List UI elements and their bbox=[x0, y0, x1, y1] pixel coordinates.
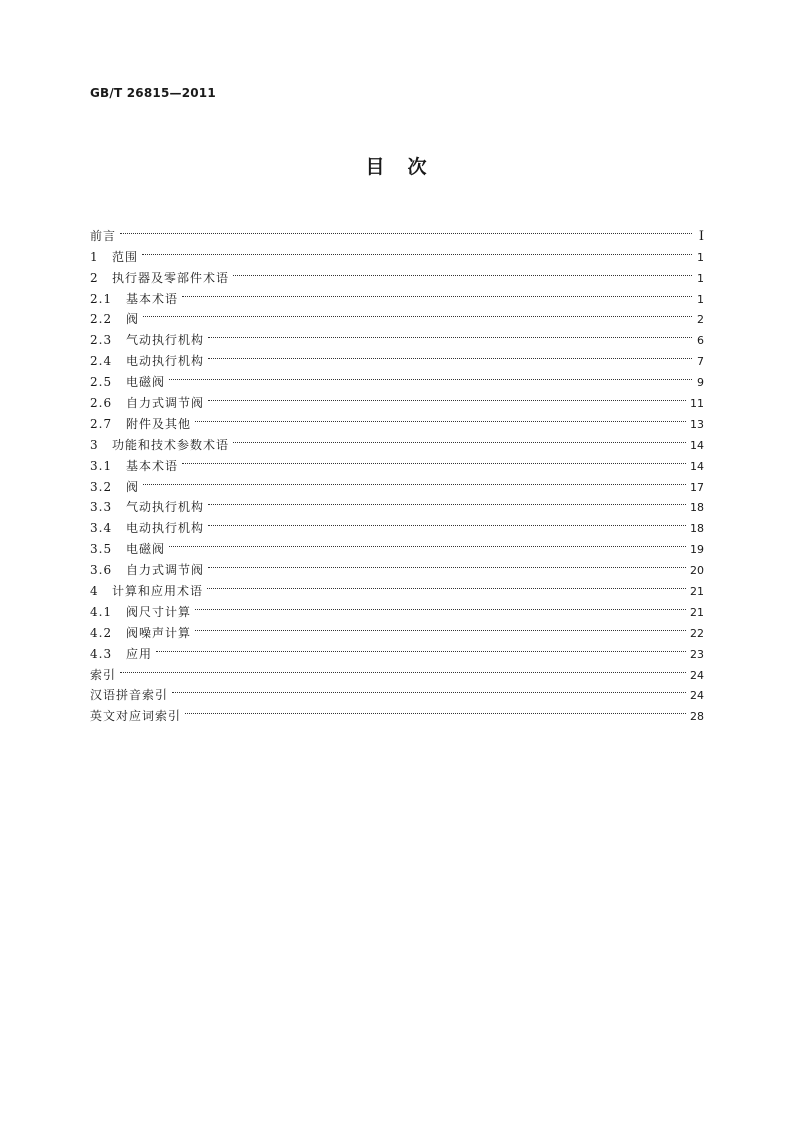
toc-entry-page: 23 bbox=[690, 647, 704, 661]
toc-entry-label: 前言 bbox=[90, 228, 117, 243]
toc-entry[interactable] bbox=[90, 699, 704, 724]
toc-entry-label: 汉语拼音索引 bbox=[90, 688, 169, 703]
toc-entry-label: 计算和应用术语 bbox=[112, 584, 204, 599]
toc-entry[interactable] bbox=[90, 219, 704, 244]
toc-entry-number: 2 bbox=[90, 270, 99, 285]
toc-entry-label: 应用 bbox=[126, 646, 153, 661]
toc-leader-dots bbox=[208, 491, 686, 512]
toc-entry-page: 11 bbox=[690, 397, 704, 411]
toc-leader-dots bbox=[142, 240, 692, 261]
toc-entry-number: 2.5 bbox=[90, 375, 113, 390]
standard-code: GB/T 26815—2011 bbox=[90, 86, 216, 100]
toc-entry-number: 2.7 bbox=[90, 416, 113, 431]
toc-leader-dots bbox=[182, 282, 692, 303]
toc-entry-label: 范围 bbox=[112, 249, 139, 264]
toc-entry-number: 2.3 bbox=[90, 333, 113, 348]
toc-leader-dots bbox=[208, 323, 692, 344]
toc-entry[interactable] bbox=[90, 386, 704, 411]
toc-leader-dots bbox=[120, 658, 686, 679]
toc-entry-number: 3.1 bbox=[90, 458, 113, 473]
toc-leader-dots bbox=[185, 699, 686, 720]
toc-entry-page: 19 bbox=[690, 543, 704, 557]
toc-entry[interactable] bbox=[90, 491, 704, 515]
toc-entry-label: 阀噪声计算 bbox=[126, 625, 192, 640]
toc-entry-label: 气动执行机构 bbox=[126, 333, 205, 348]
toc-entry-number: 3.5 bbox=[90, 542, 113, 557]
toc-entry[interactable] bbox=[90, 532, 704, 557]
toc-entry-number: 4.1 bbox=[90, 604, 113, 619]
toc-entry-page: 24 bbox=[690, 689, 704, 703]
toc-entry-page: 1 bbox=[697, 292, 704, 306]
toc-entry-number: 2.4 bbox=[90, 354, 113, 369]
table-of-contents bbox=[90, 219, 704, 724]
toc-entry-number: 1 bbox=[90, 249, 99, 264]
toc-entry-label: 电磁阀 bbox=[126, 375, 166, 390]
toc-entry[interactable] bbox=[90, 449, 704, 473]
toc-entry-number: 3.6 bbox=[90, 563, 113, 578]
toc-entry-page: 13 bbox=[690, 417, 704, 431]
toc-leader-dots bbox=[195, 407, 686, 428]
toc-leader-dots bbox=[208, 511, 686, 532]
toc-entry-number: 2.2 bbox=[90, 312, 113, 327]
toc-entry-page: 1 bbox=[697, 250, 704, 264]
toc-entry-number: 4.3 bbox=[90, 646, 113, 661]
toc-leader-dots bbox=[233, 428, 686, 449]
toc-leader-dots bbox=[143, 303, 692, 324]
toc-entry-page: 18 bbox=[690, 501, 704, 515]
toc-leader-dots bbox=[120, 219, 692, 240]
toc-leader-dots bbox=[182, 449, 686, 470]
toc-entry[interactable] bbox=[90, 261, 704, 285]
toc-entry-label: 自力式调节阀 bbox=[126, 396, 205, 411]
toc-entry-page: 14 bbox=[690, 459, 704, 473]
toc-entry-number: 2.1 bbox=[90, 291, 113, 306]
toc-leader-dots bbox=[208, 553, 686, 574]
toc-entry-label: 电磁阀 bbox=[126, 542, 166, 557]
toc-entry-page: 9 bbox=[697, 376, 704, 390]
toc-entry-page: 20 bbox=[690, 564, 704, 578]
toc-entry-number: 3 bbox=[90, 437, 99, 452]
toc-entry-number: 2.6 bbox=[90, 396, 113, 411]
toc-entry-page: 14 bbox=[690, 438, 704, 452]
toc-entry-page: 28 bbox=[690, 710, 704, 724]
toc-entry-page: 18 bbox=[690, 522, 704, 536]
toc-entry-page: 1 bbox=[697, 271, 704, 285]
toc-entry[interactable] bbox=[90, 365, 704, 390]
toc-leader-dots bbox=[143, 470, 686, 491]
toc-entry-page: 21 bbox=[690, 605, 704, 619]
toc-leader-dots bbox=[156, 637, 686, 658]
toc-entry-label: 阀 bbox=[126, 479, 140, 494]
toc-entry-label: 执行器及零部件术语 bbox=[112, 270, 230, 285]
toc-entry-page: 7 bbox=[697, 355, 704, 369]
toc-entry-number: 4 bbox=[90, 584, 99, 599]
toc-entry-page: 6 bbox=[697, 334, 704, 348]
toc-entry-number: 3.4 bbox=[90, 521, 113, 536]
toc-entry-number: 3.3 bbox=[90, 500, 113, 515]
toc-entry[interactable] bbox=[90, 282, 704, 306]
toc-entry-page: 21 bbox=[690, 585, 704, 599]
toc-entry-page: 24 bbox=[690, 668, 704, 682]
toc-entry[interactable] bbox=[90, 323, 704, 348]
toc-entry-page: 2 bbox=[697, 313, 704, 327]
toc-entry-page: 22 bbox=[690, 626, 704, 640]
toc-entry-label: 基本术语 bbox=[126, 458, 179, 473]
toc-entry-number: 4.2 bbox=[90, 625, 113, 640]
toc-entry-label: 气动执行机构 bbox=[126, 500, 205, 515]
toc-leader-dots bbox=[172, 679, 686, 700]
toc-entry-label: 阀尺寸计算 bbox=[126, 604, 192, 619]
toc-entry-label: 阀 bbox=[126, 312, 140, 327]
toc-entry-label: 电动执行机构 bbox=[126, 354, 205, 369]
toc-entry-label: 英文对应词索引 bbox=[90, 709, 182, 724]
toc-entry[interactable] bbox=[90, 240, 704, 264]
toc-leader-dots bbox=[208, 344, 692, 365]
toc-entry[interactable] bbox=[90, 679, 704, 703]
toc-entry[interactable] bbox=[90, 553, 704, 578]
toc-leader-dots bbox=[169, 532, 686, 553]
toc-entry-label: 功能和技术参数术语 bbox=[112, 437, 230, 452]
toc-entry[interactable] bbox=[90, 658, 704, 682]
toc-entry-label: 电动执行机构 bbox=[126, 521, 205, 536]
toc-leader-dots bbox=[195, 616, 686, 637]
toc-leader-dots bbox=[208, 386, 686, 407]
toc-leader-dots bbox=[233, 261, 692, 282]
toc-entry[interactable] bbox=[90, 303, 704, 327]
toc-entry-page: 17 bbox=[690, 480, 704, 494]
toc-entry-label: 索引 bbox=[90, 667, 117, 682]
toc-leader-dots bbox=[195, 595, 686, 616]
toc-entry-label: 自力式调节阀 bbox=[126, 563, 205, 578]
toc-entry-label: 附件及其他 bbox=[126, 416, 192, 431]
page-title: 目 次 bbox=[365, 156, 429, 178]
toc-entry-page: Ⅰ bbox=[698, 228, 704, 244]
toc-leader-dots bbox=[169, 365, 692, 386]
toc-entry[interactable] bbox=[90, 470, 704, 494]
toc-entry[interactable] bbox=[90, 637, 704, 661]
toc-leader-dots bbox=[207, 574, 686, 595]
toc-entry-number: 3.2 bbox=[90, 479, 113, 494]
toc-entry-label: 基本术语 bbox=[126, 291, 179, 306]
